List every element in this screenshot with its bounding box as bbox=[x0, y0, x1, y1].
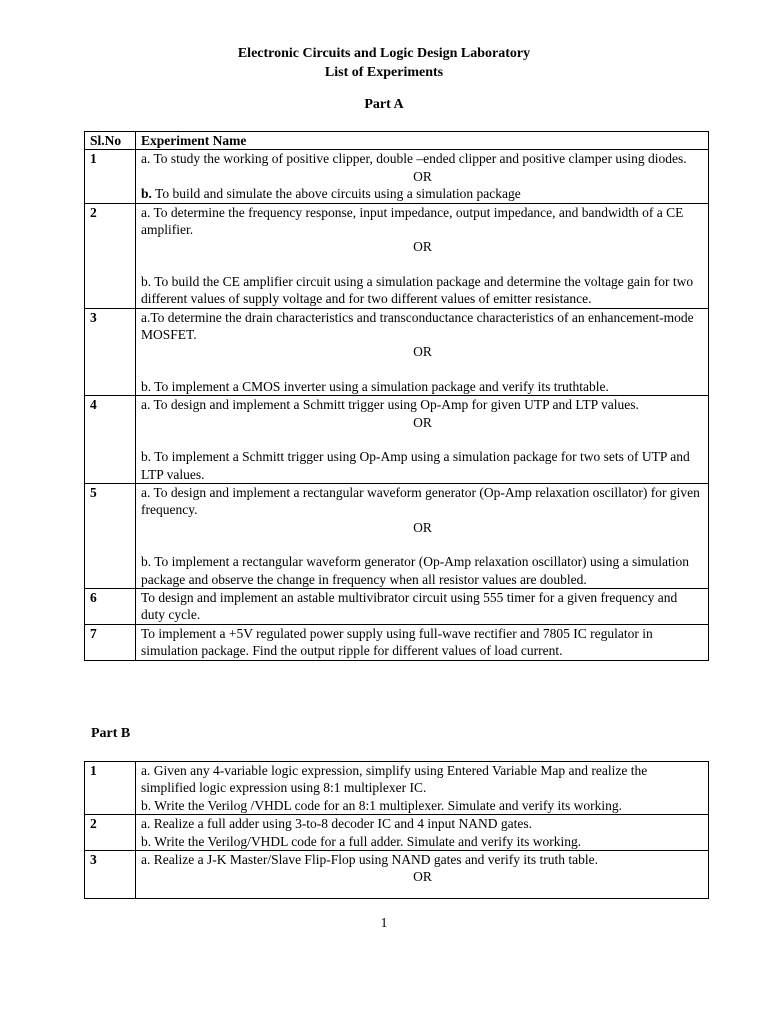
experiment-option-b bbox=[141, 185, 704, 202]
table-row bbox=[85, 762, 709, 815]
or-separator: OR bbox=[413, 344, 432, 360]
experiment-option-b: b. To implement a CMOS inverter using a simulation package and verify its truthtable. bbox=[141, 378, 609, 394]
option-b-prefix: b. bbox=[141, 186, 152, 202]
experiment-cell bbox=[136, 203, 709, 308]
document-header bbox=[0, 44, 768, 82]
table-row bbox=[85, 624, 709, 660]
experiment-option-a: a. To study the working of positive clipper, double –ended clipper and positive clamper using diodes. bbox=[141, 151, 687, 167]
row-number: 1 bbox=[85, 762, 136, 815]
table-row bbox=[85, 588, 709, 624]
experiment-cell bbox=[136, 762, 709, 815]
or-separator: OR bbox=[413, 414, 432, 430]
table-header-row bbox=[85, 132, 709, 150]
table-row bbox=[85, 308, 709, 396]
experiment-option-b: b. To build the CE amplifier circuit using a simulation package and determine the voltage gain for two different values of supply voltage and for two different values of emitter resistance. bbox=[141, 273, 694, 307]
document-subtitle: List of Experiments bbox=[324, 65, 444, 80]
spacer bbox=[141, 431, 704, 448]
experiment-option-b: b. Write the Verilog/VHDL code for a full adder. Simulate and verify its working. bbox=[141, 833, 582, 849]
option-b-text: To build and simulate the above circuits using a simulation package bbox=[151, 186, 521, 202]
experiment-cell bbox=[136, 815, 709, 851]
experiment-option-b: b. To implement a Schmitt trigger using Op-Amp using a simulation package for two sets of UTP and LTP values. bbox=[141, 449, 690, 482]
experiment-option-a: a. To design and implement a rectangular waveform generator (Op-Amp relaxation oscillator) for given frequency. bbox=[141, 484, 700, 518]
row-number: 1 bbox=[85, 150, 136, 203]
row-number: 7 bbox=[85, 624, 136, 660]
or-separator: OR bbox=[413, 239, 432, 255]
or-separator: OR bbox=[413, 869, 432, 885]
table-row bbox=[85, 483, 709, 588]
column-header-experiment-name: Experiment Name bbox=[136, 132, 709, 150]
row-number: 3 bbox=[85, 308, 136, 396]
spacer bbox=[141, 536, 704, 553]
table-row bbox=[85, 396, 709, 484]
part-a-table bbox=[84, 131, 709, 661]
row-number: 4 bbox=[85, 396, 136, 484]
part-a-heading: Part A bbox=[364, 97, 404, 112]
row-number: 2 bbox=[85, 815, 136, 851]
experiment-cell bbox=[136, 150, 709, 203]
table-row bbox=[85, 815, 709, 851]
experiment-option-a: a. Realize a full adder using 3-to-8 decoder IC and 4 input NAND gates. bbox=[141, 816, 533, 832]
row-number: 5 bbox=[85, 483, 136, 588]
experiment-cell bbox=[136, 308, 709, 396]
experiment-option-a: a.To determine the drain characteristics and transconductance characteristics of an enhancement-mode MOSFET. bbox=[141, 309, 694, 343]
spacer bbox=[141, 361, 704, 378]
or-separator: OR bbox=[413, 168, 432, 184]
experiment-option-a: a. Realize a J-K Master/Slave Flip-Flop using NAND gates and verify its truth table. bbox=[141, 852, 599, 868]
experiment-option-a: a. Given any 4-variable logic expression, simplify using Entered Variable Map and realize the simplified logic expression using 8:1 multiplexer IC. bbox=[141, 763, 648, 796]
experiment-cell bbox=[136, 396, 709, 484]
experiment-option-a: a. To determine the frequency response, input impedance, output impedance, and bandwidth of a CE amplifier. bbox=[141, 204, 684, 238]
column-header-slno: Sl.No bbox=[85, 132, 136, 150]
experiment-cell bbox=[136, 483, 709, 588]
table-row bbox=[85, 150, 709, 203]
row-number: 6 bbox=[85, 588, 136, 624]
experiment-option-b: b. To implement a rectangular waveform generator (Op-Amp relaxation oscillator) using a simulation package and observe the change in frequency when all resistor values are doubled. bbox=[141, 554, 690, 587]
experiment-option-a: a. To design and implement a Schmitt trigger using Op-Amp for given UTP and LTP values. bbox=[141, 397, 639, 413]
experiment-cell: To implement a +5V regulated power supply using full-wave rectifier and 7805 IC regulator in simulation package. Find the output ripple for different values of load current. bbox=[136, 624, 709, 660]
part-b-heading: Part B bbox=[91, 726, 131, 741]
part-b-table bbox=[84, 761, 709, 899]
row-number: 3 bbox=[85, 851, 136, 899]
table-row bbox=[85, 203, 709, 308]
experiment-cell: To design and implement an astable multivibrator circuit using 555 timer for a given frequency and duty cycle. bbox=[136, 588, 709, 624]
experiment-option-b: b. Write the Verilog /VHDL code for an 8:1 multiplexer. Simulate and verify its working. bbox=[141, 797, 622, 813]
table-row bbox=[85, 851, 709, 899]
or-separator: OR bbox=[413, 519, 432, 535]
spacer bbox=[141, 256, 704, 273]
row-number: 2 bbox=[85, 203, 136, 308]
page-number: 1 bbox=[380, 915, 388, 930]
experiment-cell bbox=[136, 851, 709, 899]
document-title: Electronic Circuits and Logic Design Laboratory bbox=[237, 46, 531, 61]
